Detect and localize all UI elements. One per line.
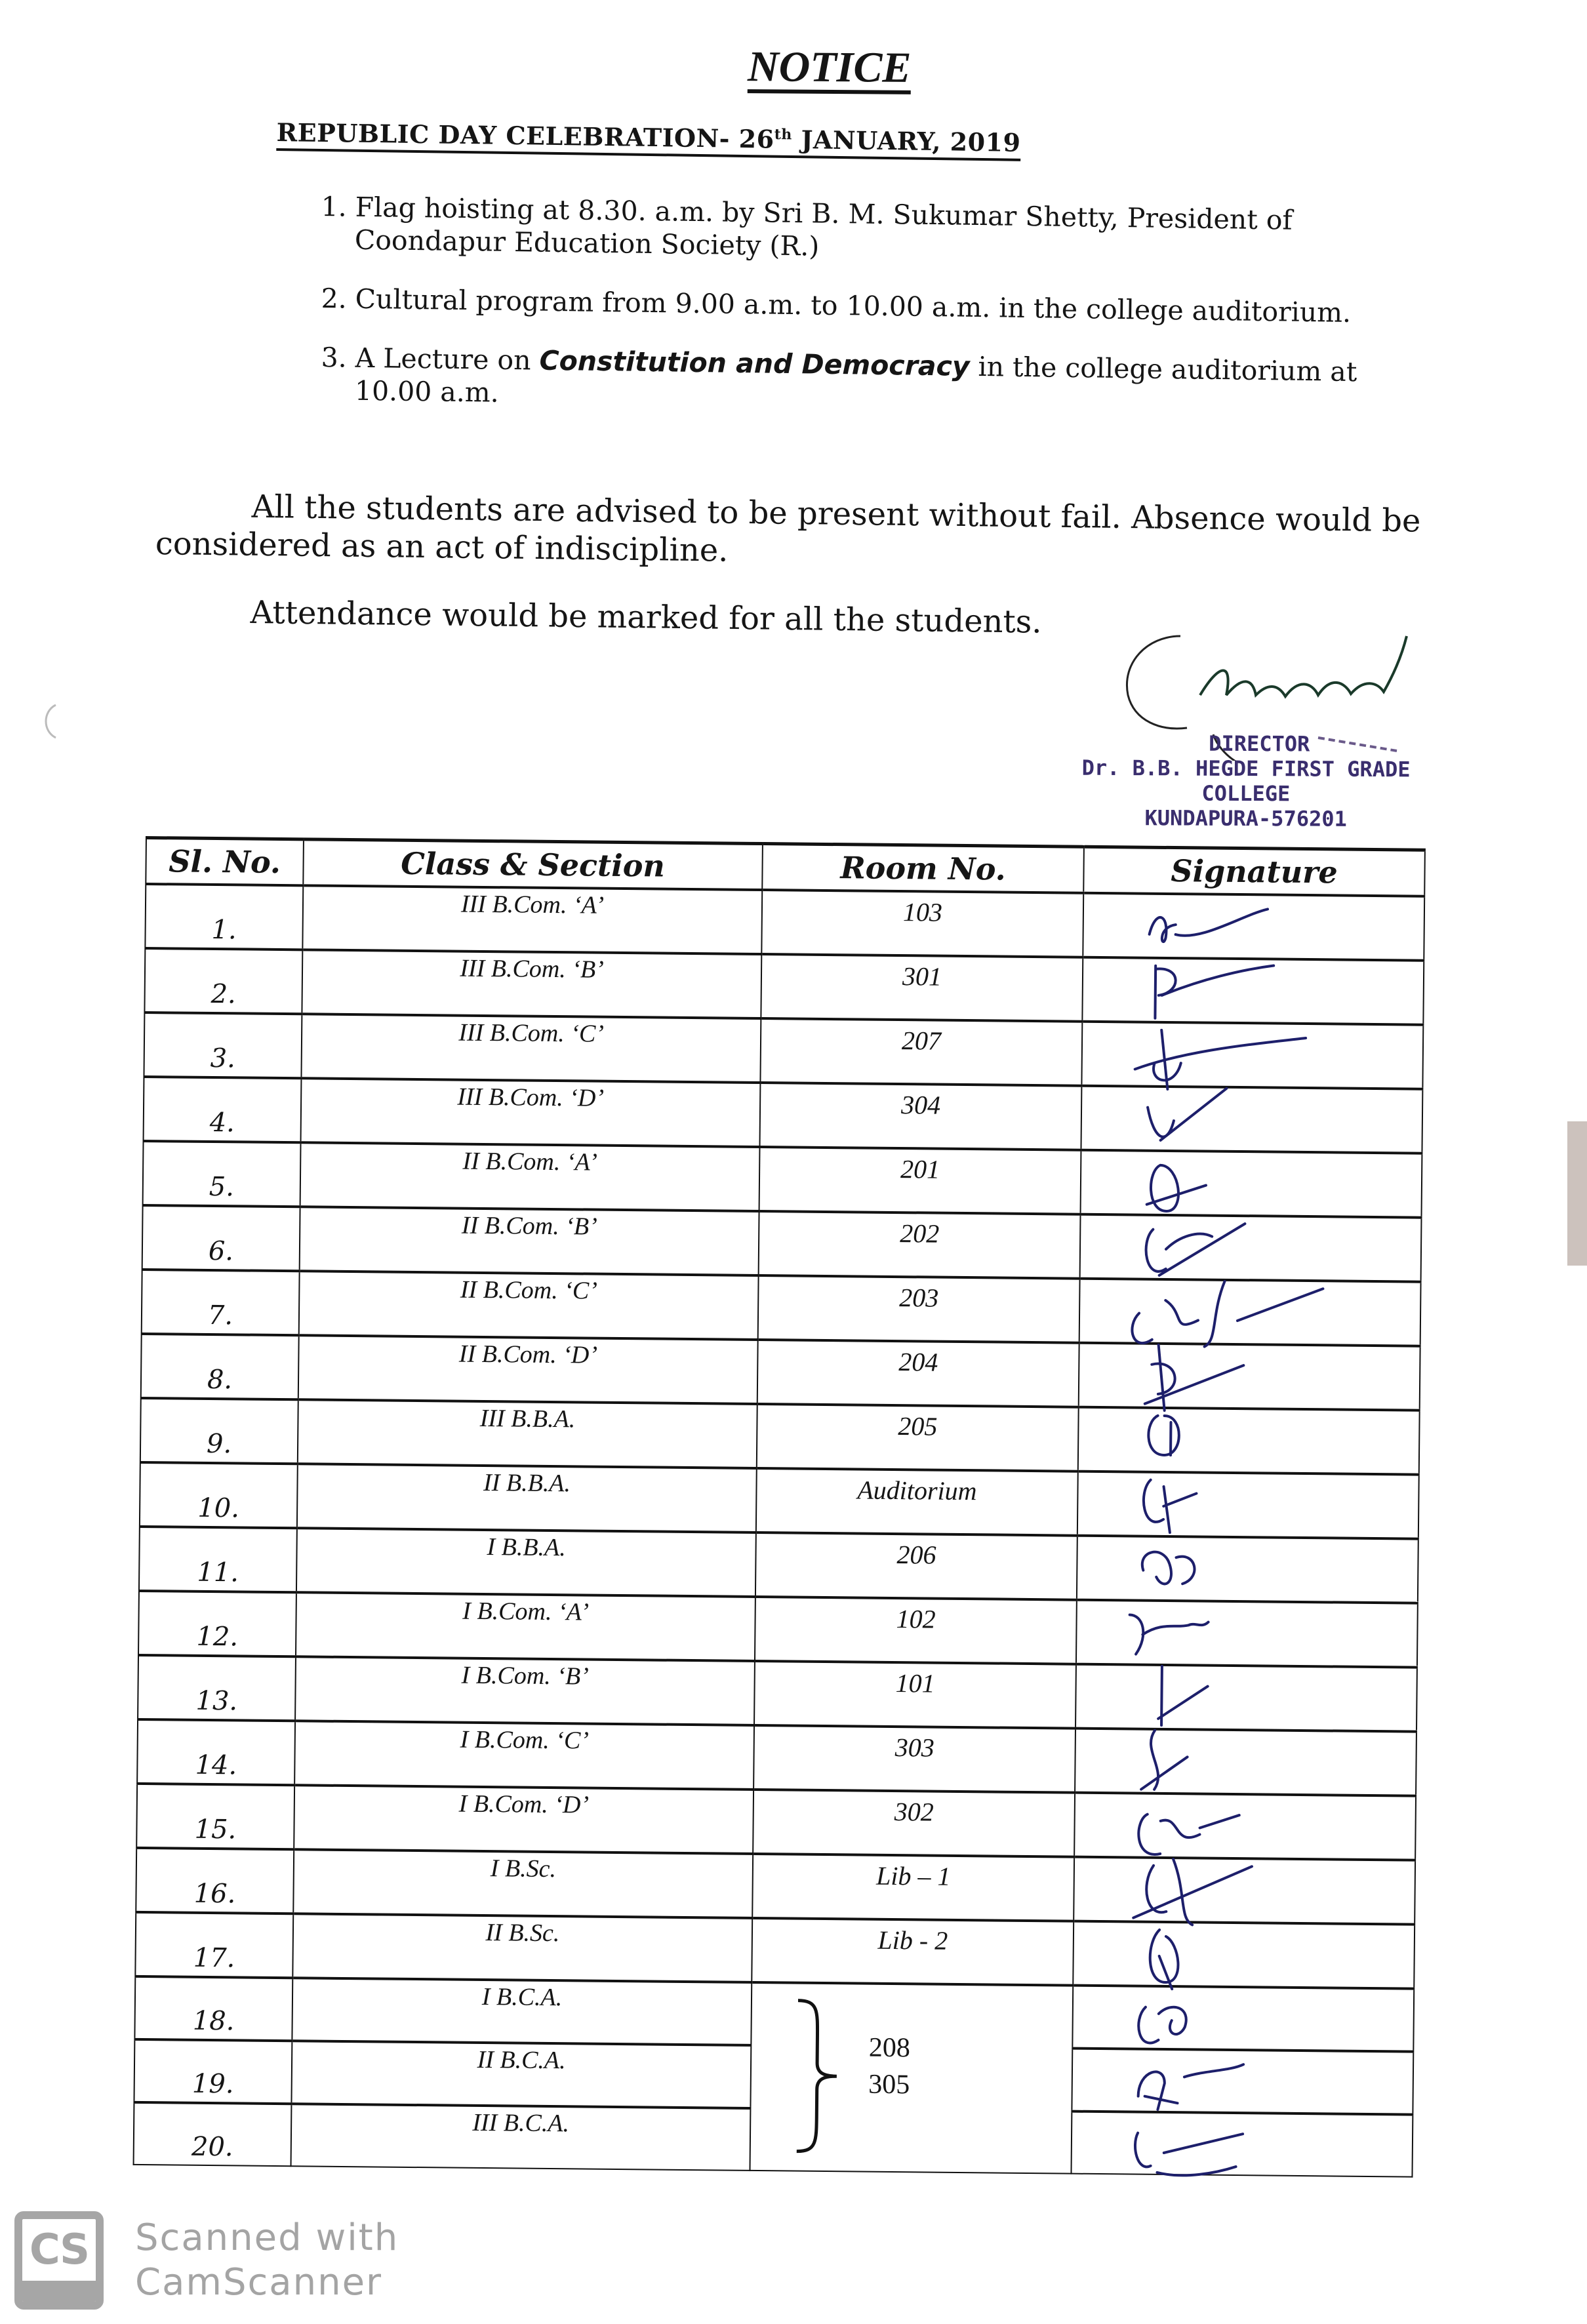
subtitle-suffix: JANUARY, 2019 (792, 124, 1021, 157)
watermark-line2: CamScanner (135, 2261, 383, 2304)
handwritten-signature-icon (1100, 1852, 1337, 1926)
attendance-table (133, 836, 1424, 2178)
cell-class-section: I B.B.A. (296, 1528, 756, 1597)
cell-class-section: II B.C.A. (291, 2041, 751, 2108)
handwritten-signature-icon (1101, 1788, 1338, 1862)
handwritten-signature-icon (1102, 1723, 1338, 1797)
table-row (144, 948, 1424, 1025)
camscanner-watermark (14, 2211, 399, 2310)
cell-room-no: 203 (758, 1275, 1080, 1343)
cell-signature (1074, 1857, 1415, 1925)
item-number: 3. (321, 341, 348, 374)
table-row (144, 1012, 1423, 1089)
cell-sl-no: 6. (142, 1205, 300, 1271)
cell-room-no: 204 (757, 1340, 1079, 1407)
cell-sl-no: 9. (140, 1398, 298, 1464)
cell-class-section: III B.Com. ‘C’ (301, 1014, 761, 1083)
cell-sl-no: 3. (144, 1012, 302, 1078)
cell-room-no: 102 (755, 1597, 1077, 1664)
table-row (139, 1527, 1418, 1603)
cell-sl-no: 18. (134, 1976, 292, 2041)
cell-signature (1078, 1407, 1420, 1475)
cell-room-no: Lib – 1 (752, 1854, 1074, 1921)
cell-room-no: 304 (759, 1083, 1081, 1150)
cell-sl-no: 16. (136, 1848, 294, 1913)
cell-class-section: II B.Com. ‘A’ (300, 1142, 760, 1211)
cell-room-no: 303 (753, 1725, 1075, 1793)
cell-sl-no: 1. (145, 884, 303, 950)
table-row (140, 1398, 1420, 1475)
cell-signature (1072, 1986, 1414, 2052)
cell-sl-no: 5. (143, 1141, 301, 1207)
cell-class-section: I B.Com. ‘A’ (296, 1592, 755, 1661)
notice-item (321, 341, 1436, 422)
director-stamp (1036, 730, 1456, 831)
cell-class-section: I B.Com. ‘D’ (294, 1785, 753, 1854)
notice-items (321, 190, 1436, 433)
cell-signature (1071, 2112, 1413, 2177)
table-row (140, 1462, 1419, 1539)
cell-signature (1072, 2049, 1413, 2115)
item-text-before: A Lecture on (355, 342, 540, 376)
table-row (142, 1205, 1422, 1282)
cell-room-no: Auditorium (756, 1468, 1078, 1536)
cell-room-no: 101 (754, 1661, 1076, 1729)
cell-sl-no: 2. (144, 948, 302, 1014)
handwritten-signature-icon (1103, 1595, 1340, 1669)
table-row (145, 884, 1424, 961)
cell-signature (1080, 1214, 1422, 1282)
cell-room-no: 301 (761, 954, 1083, 1022)
cell-signature (1081, 1022, 1423, 1089)
cell-sl-no: 19. (134, 2039, 292, 2104)
scan-curl-mark (39, 702, 59, 741)
stamp-line-college: Dr. B.B. HEGDE FIRST GRADE COLLEGE (1081, 755, 1411, 807)
cell-sl-no: 11. (139, 1527, 297, 1592)
subtitle-prefix: REPUBLIC DAY CELEBRATION- 26 (276, 117, 774, 154)
watermark-line1: Scanned with (135, 2216, 399, 2259)
cell-signature (1081, 1150, 1422, 1218)
cell-signature (1079, 1279, 1421, 1346)
cell-sl-no: 20. (134, 2102, 292, 2166)
item-text-before: Flag hoisting at 8.30. a.m. by Sri B. M. Sukumar Shetty, President of Coondapur Education Society (R.) (354, 191, 1293, 262)
cell-room-no: Lib - 2 (752, 1918, 1074, 1986)
cell-room-no-merged (750, 1982, 1074, 2174)
handwritten-signature-icon (1100, 1916, 1336, 1990)
item-text-before: Cultural program from 9.00 a.m. to 10.00 a.m. in the college auditorium. (355, 283, 1352, 329)
table-body (134, 884, 1425, 2177)
table-row (138, 1591, 1418, 1668)
cell-class-section: II B.Sc. (292, 1913, 752, 1982)
cell-class-section: III B.B.A. (298, 1399, 757, 1468)
table-row (138, 1655, 1417, 1732)
handwritten-signature-icon (1109, 952, 1346, 1026)
cell-class-section: I B.Com. ‘B’ (295, 1656, 755, 1725)
header-room-no: Room No. (762, 844, 1084, 893)
cell-room-no: 302 (753, 1790, 1075, 1857)
cell-signature (1079, 1343, 1420, 1411)
cell-class-section: II B.Com. ‘C’ (299, 1271, 759, 1340)
cell-signature (1073, 1921, 1415, 1989)
cell-room-no: 207 (760, 1018, 1082, 1086)
cell-sl-no: 8. (141, 1334, 299, 1399)
cell-class-section: II B.Com. ‘B’ (300, 1207, 759, 1275)
table-row (143, 1141, 1422, 1218)
cell-signature (1081, 1086, 1422, 1153)
handwritten-signature-icon (1108, 1081, 1344, 1155)
handwritten-signature-icon (1106, 1338, 1342, 1412)
cell-sl-no: 12. (138, 1591, 296, 1656)
cell-class-section: I B.Sc. (293, 1849, 753, 1918)
item-emphasis: Constitution and Democracy (539, 344, 970, 382)
cell-signature (1076, 1600, 1418, 1668)
handwritten-signature-icon (1104, 1466, 1341, 1540)
cell-room-no: 103 (761, 890, 1083, 957)
cell-sl-no: 14. (137, 1719, 295, 1785)
table-row (141, 1334, 1420, 1411)
item-text (355, 191, 1436, 271)
subtitle-sup: th (774, 125, 793, 144)
scan-edge-mark (1567, 1121, 1587, 1266)
handwritten-signature-icon (1107, 1209, 1344, 1283)
handwritten-signature-icon (1104, 1531, 1340, 1605)
camscanner-logo-icon (14, 2211, 104, 2310)
cell-class-section: II B.Com. ‘D’ (298, 1335, 758, 1404)
logo-text: CS (29, 2226, 89, 2274)
stamp-line-address: KUNDAPURA-576201 (1144, 805, 1347, 831)
handwritten-signature-icon (1098, 2106, 1335, 2180)
merged-room: 305 (868, 2069, 910, 2100)
watermark-text (135, 2216, 399, 2305)
cell-sl-no: 7. (142, 1270, 300, 1335)
item-text-after: in the college auditorium at 10.00 a.m. (354, 350, 1357, 409)
handwritten-signature-icon (1105, 1402, 1342, 1476)
cell-signature (1075, 1729, 1416, 1796)
item-number: 1. (321, 190, 348, 223)
table-row (136, 1784, 1416, 1860)
cell-sl-no: 15. (136, 1784, 294, 1849)
brace-icon (790, 1997, 851, 2155)
handwritten-signature-icon (1106, 1273, 1343, 1348)
merged-room: 208 (868, 2032, 911, 2064)
item-text (355, 342, 1436, 422)
cell-class-section: III B.Com. ‘B’ (302, 950, 761, 1018)
cell-class-section: I B.Com. ‘C’ (294, 1721, 754, 1790)
table-row (134, 1976, 1414, 2052)
table-row (144, 1077, 1423, 1153)
cell-room-no: 201 (759, 1147, 1081, 1214)
table-row (135, 1912, 1415, 1989)
merged-room-list (843, 2029, 936, 2103)
attendance-paragraph: Attendance would be marked for all the students. (250, 593, 1042, 641)
notice-item (321, 282, 1436, 331)
handwritten-signature-icon (1110, 888, 1346, 962)
handwritten-signature-icon (1102, 1659, 1339, 1733)
handwritten-signature-icon (1108, 1016, 1345, 1091)
header-class-section: Class & Section (303, 839, 763, 890)
cell-sl-no: 10. (140, 1462, 298, 1528)
cell-room-no: 202 (759, 1211, 1081, 1279)
notice-title: NOTICE (748, 44, 912, 94)
table-row (142, 1270, 1421, 1346)
cell-sl-no: 4. (144, 1077, 302, 1142)
notice-subtitle (276, 117, 1021, 161)
item-number: 2. (321, 282, 348, 315)
table-row (136, 1848, 1415, 1925)
cell-class-section: III B.C.A. (291, 2104, 751, 2171)
cell-class-section: III B.Com. ‘D’ (301, 1078, 761, 1147)
advice-paragraph: All the students are advised to be present without fail. Absence would be considered as an act of indiscipline. (155, 488, 1421, 569)
cell-class-section: III B.Com. ‘A’ (302, 885, 762, 954)
cell-signature (1083, 893, 1424, 961)
table-row (137, 1719, 1416, 1796)
cell-sl-no: 13. (138, 1655, 296, 1721)
handwritten-signature-icon (1107, 1145, 1344, 1219)
notice-item (321, 190, 1436, 271)
cell-sl-no: 17. (135, 1912, 293, 1978)
cell-room-no: 206 (755, 1533, 1077, 1600)
cell-signature (1074, 1793, 1416, 1860)
stamp-line-director: DIRECTOR (1209, 731, 1310, 757)
header-signature: Signature (1083, 847, 1425, 896)
item-text (355, 283, 1351, 329)
cell-signature (1082, 957, 1424, 1025)
cell-class-section: II B.B.A. (297, 1464, 757, 1533)
cell-signature (1077, 1536, 1418, 1603)
cell-class-section: I B.C.A. (292, 1978, 752, 2045)
cell-room-no: 205 (757, 1404, 1079, 1472)
cell-signature (1077, 1472, 1419, 1539)
header-sl-no: Sl. No. (146, 838, 304, 886)
cell-signature (1075, 1664, 1417, 1732)
